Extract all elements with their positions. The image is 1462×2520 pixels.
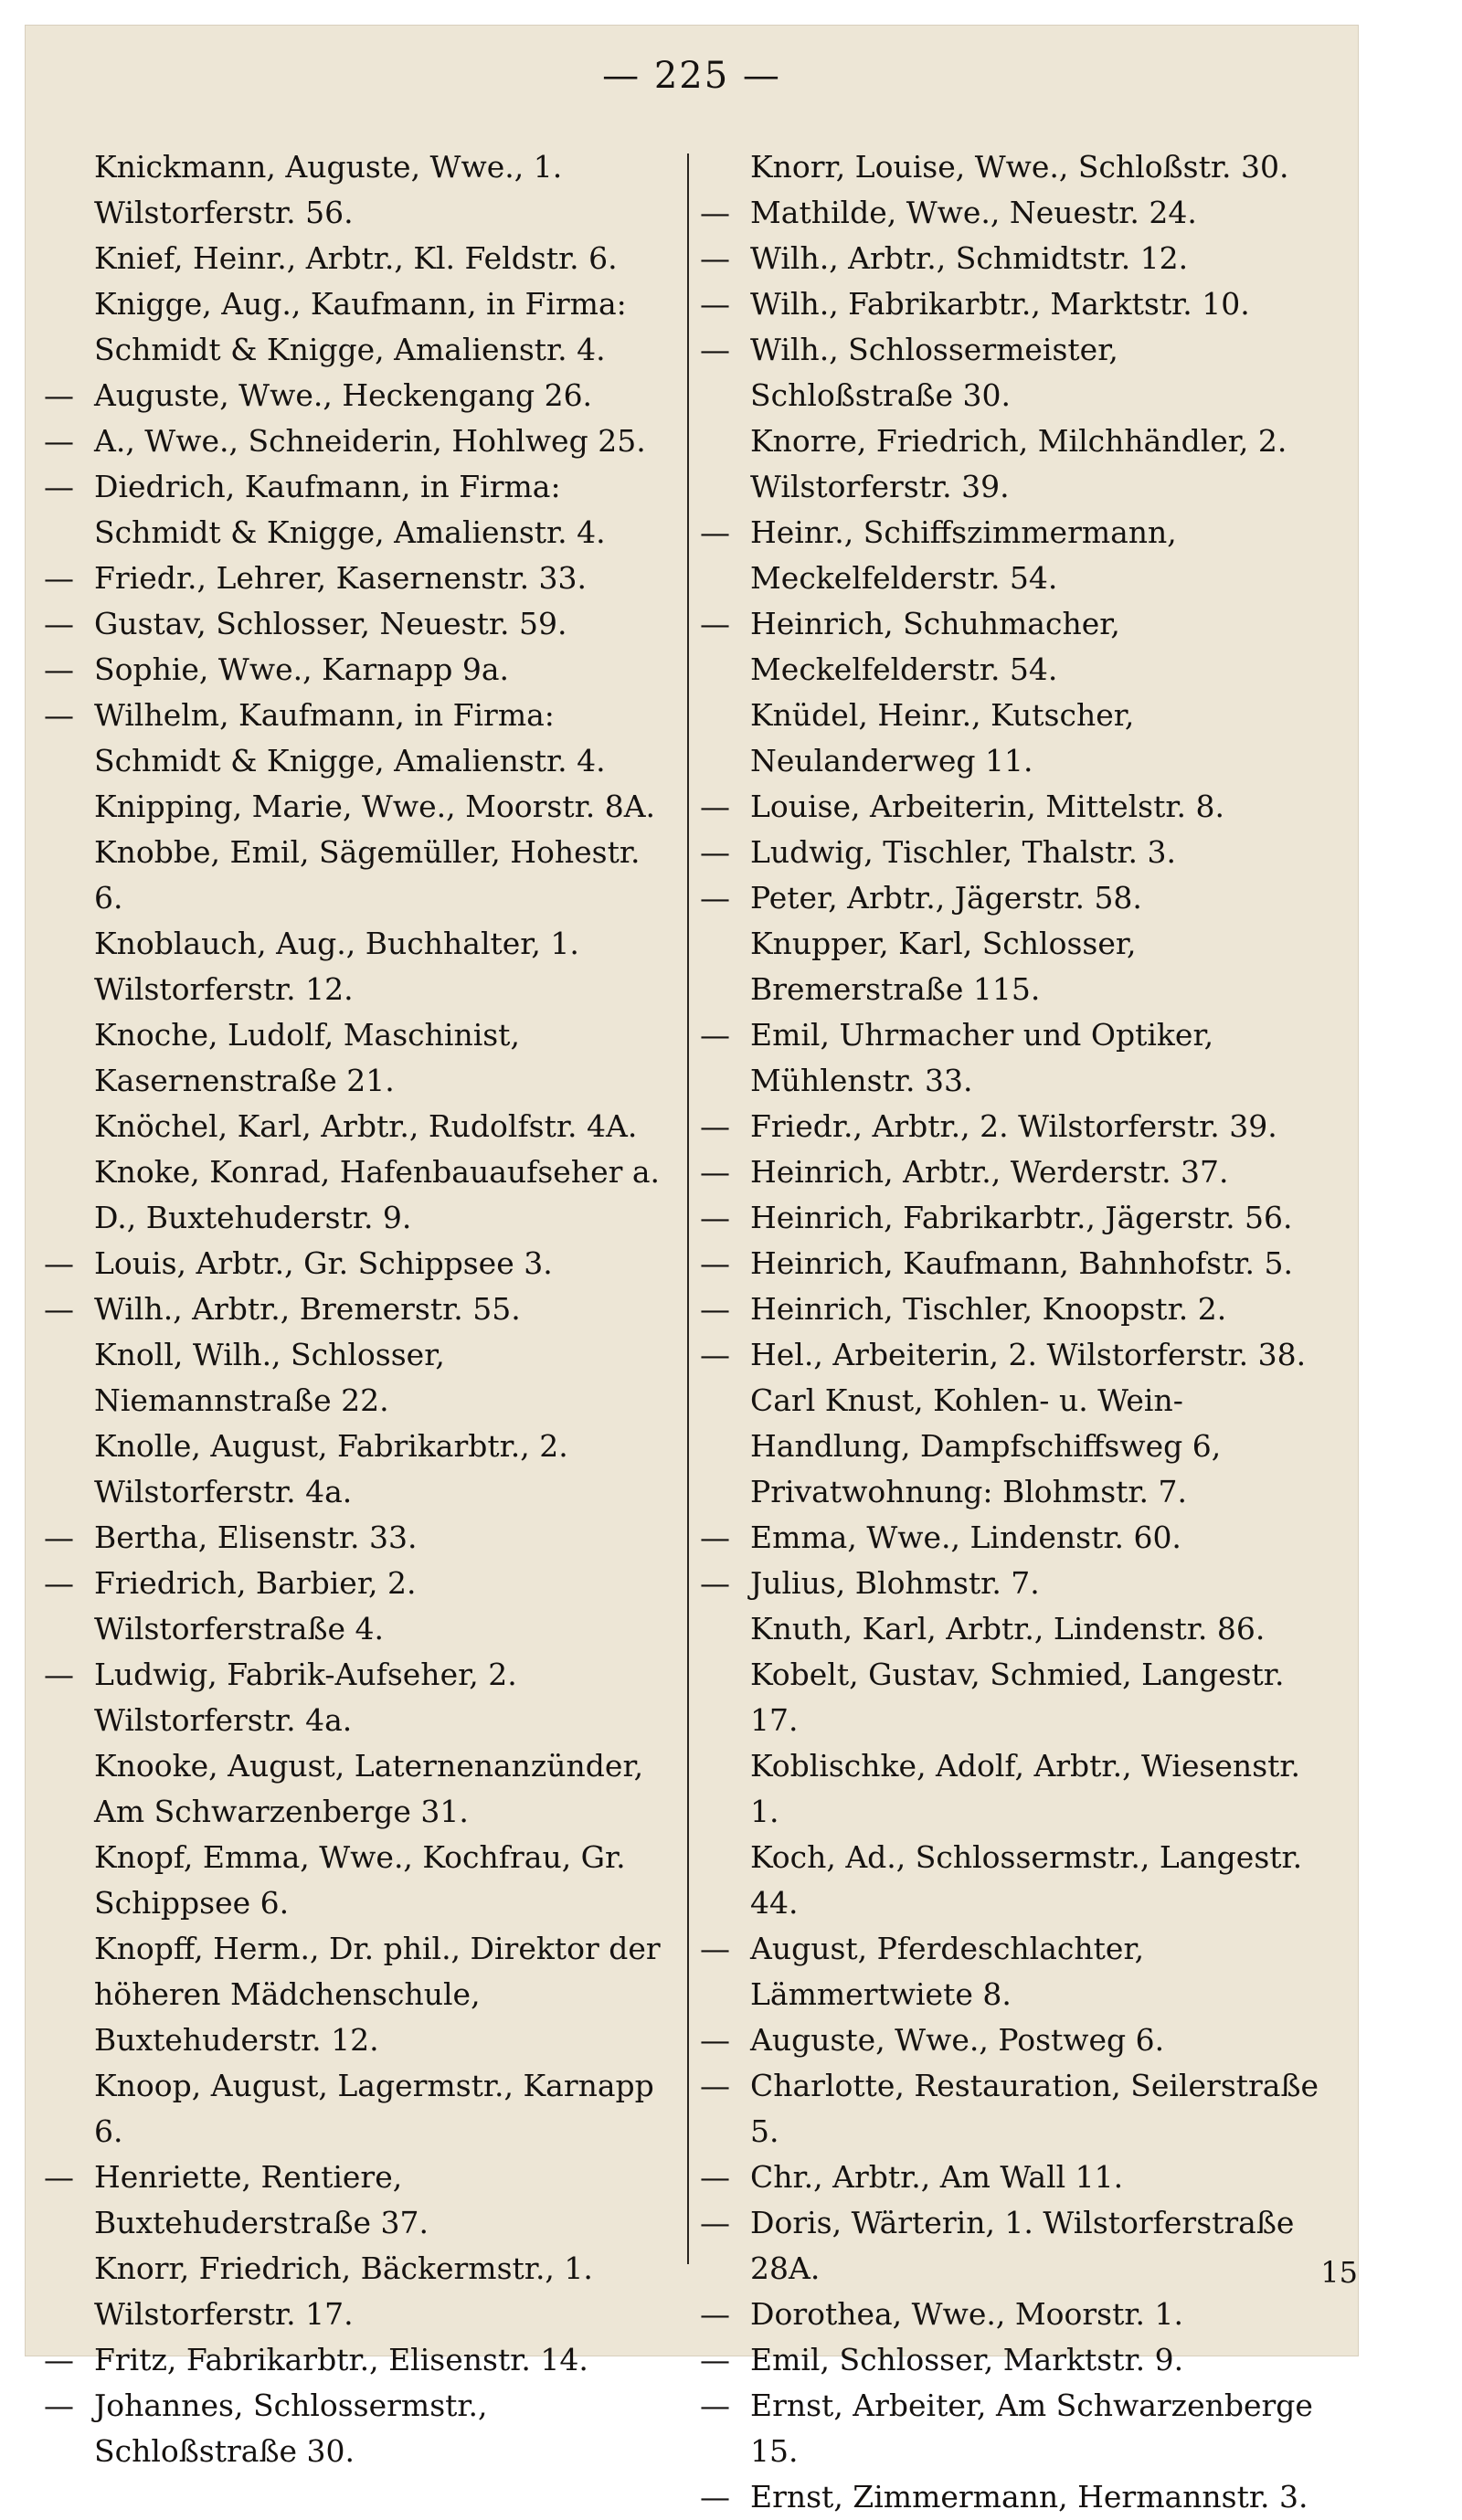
entry-text: Fritz, Fabrikarbtr., Elisenstr. 14. [94, 2342, 588, 2377]
entry-dash: — [44, 606, 74, 641]
entry-dash: — [700, 514, 730, 550]
entry-dash: — [44, 651, 74, 687]
entry-text: Knooke, August, Laternenanzünder, Am Schwarzenberge 31. [94, 1748, 644, 1829]
directory-entry [44, 464, 674, 556]
directory-entry [700, 1332, 1330, 1378]
entry-text: Koblischke, Adolf, Arbtr., Wiesenstr. 1. [750, 1748, 1301, 1829]
directory-entry [700, 1149, 1330, 1195]
entry-text: Johannes, Schlossermstr., Schloßstraße 30. [94, 2388, 488, 2469]
entry-dash: — [700, 1154, 730, 1190]
directory-entry [700, 1835, 1330, 1926]
entry-dash: — [44, 377, 74, 413]
directory-entry [700, 2337, 1330, 2383]
entry-text: Knöchel, Karl, Arbtr., Rudolfstr. 4A. [94, 1108, 638, 1144]
directory-entry [700, 1743, 1330, 1835]
directory-entry [44, 281, 674, 373]
directory-entry [44, 2383, 674, 2474]
directory-entry [700, 1652, 1330, 1743]
entry-dash: — [700, 2159, 730, 2195]
entry-text: Koch, Ad., Schlossermstr., Langestr. 44. [750, 1839, 1303, 1921]
column-divider [687, 154, 689, 2264]
entry-text: Henriette, Rentiere, Buxtehuderstraße 37. [94, 2159, 429, 2240]
directory-entry [700, 2017, 1330, 2063]
directory-entry [700, 236, 1330, 281]
entry-text: Knipping, Marie, Wwe., Moorstr. 8A. [94, 789, 656, 824]
directory-entry [700, 1286, 1330, 1332]
directory-entry [44, 2337, 674, 2383]
directory-entry [700, 1926, 1330, 2017]
entry-text: Diedrich, Kaufmann, in Firma: Schmidt & Knigge, Amalienstr. 4. [94, 469, 606, 550]
entry-text: Emil, Schlosser, Marktstr. 9. [750, 2342, 1184, 2377]
entry-text: Knoke, Konrad, Hafenbauaufseher a. D., Buxtehuderstr. 9. [94, 1154, 661, 1235]
entry-dash: — [700, 606, 730, 641]
entry-dash: — [700, 1565, 730, 1601]
entry-text: Heinrich, Schuhmacher, Meckelfelderstr. 54. [750, 606, 1120, 687]
entry-text: Knobbe, Emil, Sägemüller, Hohestr. 6. [94, 834, 641, 916]
entry-text: A., Wwe., Schneiderin, Hohlweg 25. [94, 423, 646, 459]
directory-entry [44, 373, 674, 418]
entry-text: Gustav, Schlosser, Neuestr. 59. [94, 606, 567, 641]
entry-text: Knoop, August, Lagermstr., Karnapp 6. [94, 2068, 654, 2149]
entry-dash: — [700, 1519, 730, 1555]
directory-entry [44, 1926, 674, 2063]
directory-entry [700, 1378, 1330, 1515]
entry-dash: — [44, 1245, 74, 1281]
entry-dash: — [700, 2022, 730, 2058]
directory-entry [44, 921, 674, 1012]
entry-text: Heinr., Schiffszimmermann, Meckelfelderstr. 54. [750, 514, 1177, 596]
directory-entry [700, 601, 1330, 693]
entry-dash: — [700, 2342, 730, 2377]
entry-text: Mathilde, Wwe., Neuestr. 24. [750, 195, 1197, 230]
directory-entry [700, 1241, 1330, 1286]
entry-dash: — [44, 469, 74, 504]
entry-text: Emil, Uhrmacher und Optiker, Mühlenstr. 33. [750, 1017, 1214, 1098]
entry-text: Bertha, Elisenstr. 33. [94, 1519, 418, 1555]
entry-text: Friedrich, Barbier, 2. Wilstorferstraße 4. [94, 1565, 417, 1646]
entry-dash: — [700, 2205, 730, 2240]
entry-dash: — [700, 1291, 730, 1327]
entry-dash: — [700, 2388, 730, 2423]
directory-entry [44, 1241, 674, 1286]
directory-entry [44, 1561, 674, 1652]
entry-text: Wilh., Arbtr., Schmidtstr. 12. [750, 240, 1189, 276]
entry-dash: — [44, 1291, 74, 1327]
directory-entry [44, 693, 674, 784]
entry-dash: — [700, 195, 730, 230]
directory-entry [700, 418, 1330, 510]
directory-entry [700, 693, 1330, 784]
entry-text: Peter, Arbtr., Jägerstr. 58. [750, 880, 1142, 916]
entry-dash: — [700, 1017, 730, 1053]
directory-entry [44, 2063, 674, 2155]
directory-entry [700, 830, 1330, 875]
entry-text: Knuth, Karl, Arbtr., Lindenstr. 86. [750, 1611, 1266, 1646]
left-column [44, 144, 674, 2474]
directory-entry [700, 1561, 1330, 1606]
directory-entry [44, 784, 674, 830]
directory-page [26, 26, 1358, 2515]
entry-text: Kobelt, Gustav, Schmied, Langestr. 17. [750, 1657, 1285, 1738]
directory-entry [700, 510, 1330, 601]
entry-dash: — [700, 240, 730, 276]
entry-text: Emma, Wwe., Lindenstr. 60. [750, 1519, 1181, 1555]
directory-entry [44, 647, 674, 693]
directory-entry [700, 2155, 1330, 2200]
entry-text: Knolle, August, Fabrikarbtr., 2. Wilstorferstr. 4a. [94, 1428, 568, 1509]
entry-text: Wilh., Schlossermeister, Schloßstraße 30. [750, 332, 1118, 413]
entry-text: Sophie, Wwe., Karnapp 9a. [94, 651, 510, 687]
entry-dash: — [700, 1108, 730, 1144]
entry-dash: — [700, 789, 730, 824]
entry-text: Friedr., Lehrer, Kasernenstr. 33. [94, 560, 588, 596]
directory-entry [700, 144, 1330, 190]
entry-text: Louis, Arbtr., Gr. Schippsee 3. [94, 1245, 553, 1281]
entry-dash: — [44, 2159, 74, 2195]
entry-text: Carl Knust, Kohlen- u. Wein-Handlung, Dampfschiffsweg 6, Privatwohnung: Blohmstr. 7. [750, 1382, 1222, 1509]
entry-text: Ernst, Arbeiter, Am Schwarzenberge 15. [750, 2388, 1313, 2469]
directory-entry [700, 1012, 1330, 1104]
directory-entry [44, 418, 674, 464]
directory-entry [44, 556, 674, 601]
entry-dash: — [44, 2388, 74, 2423]
entry-dash: — [700, 1337, 730, 1372]
directory-entry [44, 1332, 674, 1424]
entry-text: Ludwig, Tischler, Thalstr. 3. [750, 834, 1176, 870]
entry-text: Knief, Heinr., Arbtr., Kl. Feldstr. 6. [94, 240, 618, 276]
directory-entry [700, 2063, 1330, 2155]
directory-entry [700, 281, 1330, 327]
entry-text: Knupper, Karl, Schlosser, Bremerstraße 115. [750, 926, 1137, 1007]
directory-entry [700, 2292, 1330, 2337]
right-column [700, 144, 1330, 2520]
entry-text: Dorothea, Wwe., Moorstr. 1. [750, 2296, 1183, 2332]
entry-text: Heinrich, Fabrikarbtr., Jägerstr. 56. [750, 1200, 1293, 1235]
entry-text: Chr., Arbtr., Am Wall 11. [750, 2159, 1124, 2195]
entry-text: Knigge, Aug., Kaufmann, in Firma: Schmidt & Knigge, Amalienstr. 4. [94, 286, 627, 367]
directory-entry [44, 1104, 674, 1149]
entry-dash: — [700, 880, 730, 916]
entry-dash: — [700, 332, 730, 367]
directory-entry [44, 1286, 674, 1332]
entry-text: Auguste, Wwe., Heckengang 26. [94, 377, 593, 413]
entry-text: Charlotte, Restauration, Seilerstraße 5. [750, 2068, 1319, 2149]
entry-text: Knoll, Wilh., Schlosser, Niemannstraße 22. [94, 1337, 445, 1418]
entry-dash: — [44, 1565, 74, 1601]
directory-entry [700, 921, 1330, 1012]
directory-entry [700, 1104, 1330, 1149]
entry-text: Knorr, Friedrich, Bäckermstr., 1. Wilstorferstr. 17. [94, 2250, 593, 2332]
entry-dash: — [44, 423, 74, 459]
directory-entry [44, 236, 674, 281]
entry-text: Ludwig, Fabrik-Aufseher, 2. Wilstorferstr. 4a. [94, 1657, 517, 1738]
entry-text: Ernst, Zimmermann, Hermannstr. 3. [750, 2479, 1308, 2515]
entry-dash: — [44, 1519, 74, 1555]
directory-entry [700, 190, 1330, 236]
entry-text: Knopff, Herm., Dr. phil., Direktor der höheren Mädchenschule, Buxtehuderstr. 12. [94, 1931, 661, 2058]
directory-entry [44, 2246, 674, 2337]
entry-text: Louise, Arbeiterin, Mittelstr. 8. [750, 789, 1224, 824]
entry-dash: — [700, 834, 730, 870]
entry-dash: — [700, 1931, 730, 1966]
entry-dash: — [700, 2296, 730, 2332]
entry-text: Friedr., Arbtr., 2. Wilstorferstr. 39. [750, 1108, 1277, 1144]
entry-dash: — [44, 1657, 74, 1692]
directory-entry [44, 601, 674, 647]
entry-text: Hel., Arbeiterin, 2. Wilstorferstr. 38. [750, 1337, 1307, 1372]
entry-dash: — [700, 2479, 730, 2515]
directory-entry [700, 1606, 1330, 1652]
directory-entry [700, 875, 1330, 921]
entry-text: Knickmann, Auguste, Wwe., 1. Wilstorferstr. 56. [94, 149, 563, 230]
directory-entry [700, 2200, 1330, 2292]
directory-entry [44, 1149, 674, 1241]
entry-text: Knoblauch, Aug., Buchhalter, 1. Wilstorferstr. 12. [94, 926, 579, 1007]
entry-dash: — [44, 560, 74, 596]
signature-mark: 15 [1320, 2255, 1358, 2290]
entry-dash: — [700, 1200, 730, 1235]
entry-text: August, Pferdeschlachter, Lämmertwiete 8. [750, 1931, 1145, 2012]
directory-entry [700, 1195, 1330, 1241]
entry-dash: — [44, 697, 74, 733]
directory-entry [700, 1515, 1330, 1561]
directory-entry [700, 2474, 1330, 2520]
entry-text: Wilh., Arbtr., Bremerstr. 55. [94, 1291, 521, 1327]
directory-entry [44, 1835, 674, 1926]
directory-entry [44, 1652, 674, 1743]
directory-entry [44, 144, 674, 236]
entry-text: Heinrich, Kaufmann, Bahnhofstr. 5. [750, 1245, 1293, 1281]
entry-text: Knüdel, Heinr., Kutscher, Neulanderweg 11. [750, 697, 1135, 778]
page-number: — 225 — [602, 55, 781, 97]
entry-dash: — [700, 1245, 730, 1281]
entry-text: Knopf, Emma, Wwe., Kochfrau, Gr. Schippsee 6. [94, 1839, 626, 1921]
entry-text: Auguste, Wwe., Postweg 6. [750, 2022, 1165, 2058]
entry-dash: — [44, 2342, 74, 2377]
directory-entry [44, 1424, 674, 1515]
directory-entry [700, 784, 1330, 830]
entry-text: Wilh., Fabrikarbtr., Marktstr. 10. [750, 286, 1250, 322]
directory-entry [44, 1012, 674, 1104]
entry-text: Knorr, Louise, Wwe., Schloßstr. 30. [750, 149, 1289, 185]
entry-text: Julius, Blohmstr. 7. [750, 1565, 1040, 1601]
entry-text: Heinrich, Tischler, Knoopstr. 2. [750, 1291, 1227, 1327]
directory-entry [700, 327, 1330, 418]
directory-entry [44, 830, 674, 921]
entry-dash: — [700, 286, 730, 322]
directory-entry [44, 1515, 674, 1561]
directory-entry [700, 2383, 1330, 2474]
entry-dash: — [700, 2068, 730, 2103]
entry-text: Wilhelm, Kaufmann, in Firma: Schmidt & Knigge, Amalienstr. 4. [94, 697, 606, 778]
directory-entry [44, 2155, 674, 2246]
entry-text: Knoche, Ludolf, Maschinist, Kasernenstraße 21. [94, 1017, 520, 1098]
entry-text: Knorre, Friedrich, Milchhändler, 2. Wilstorferstr. 39. [750, 423, 1287, 504]
entry-text: Doris, Wärterin, 1. Wilstorferstraße 28A. [750, 2205, 1295, 2286]
directory-entry [44, 1743, 674, 1835]
entry-text: Heinrich, Arbtr., Werderstr. 37. [750, 1154, 1229, 1190]
